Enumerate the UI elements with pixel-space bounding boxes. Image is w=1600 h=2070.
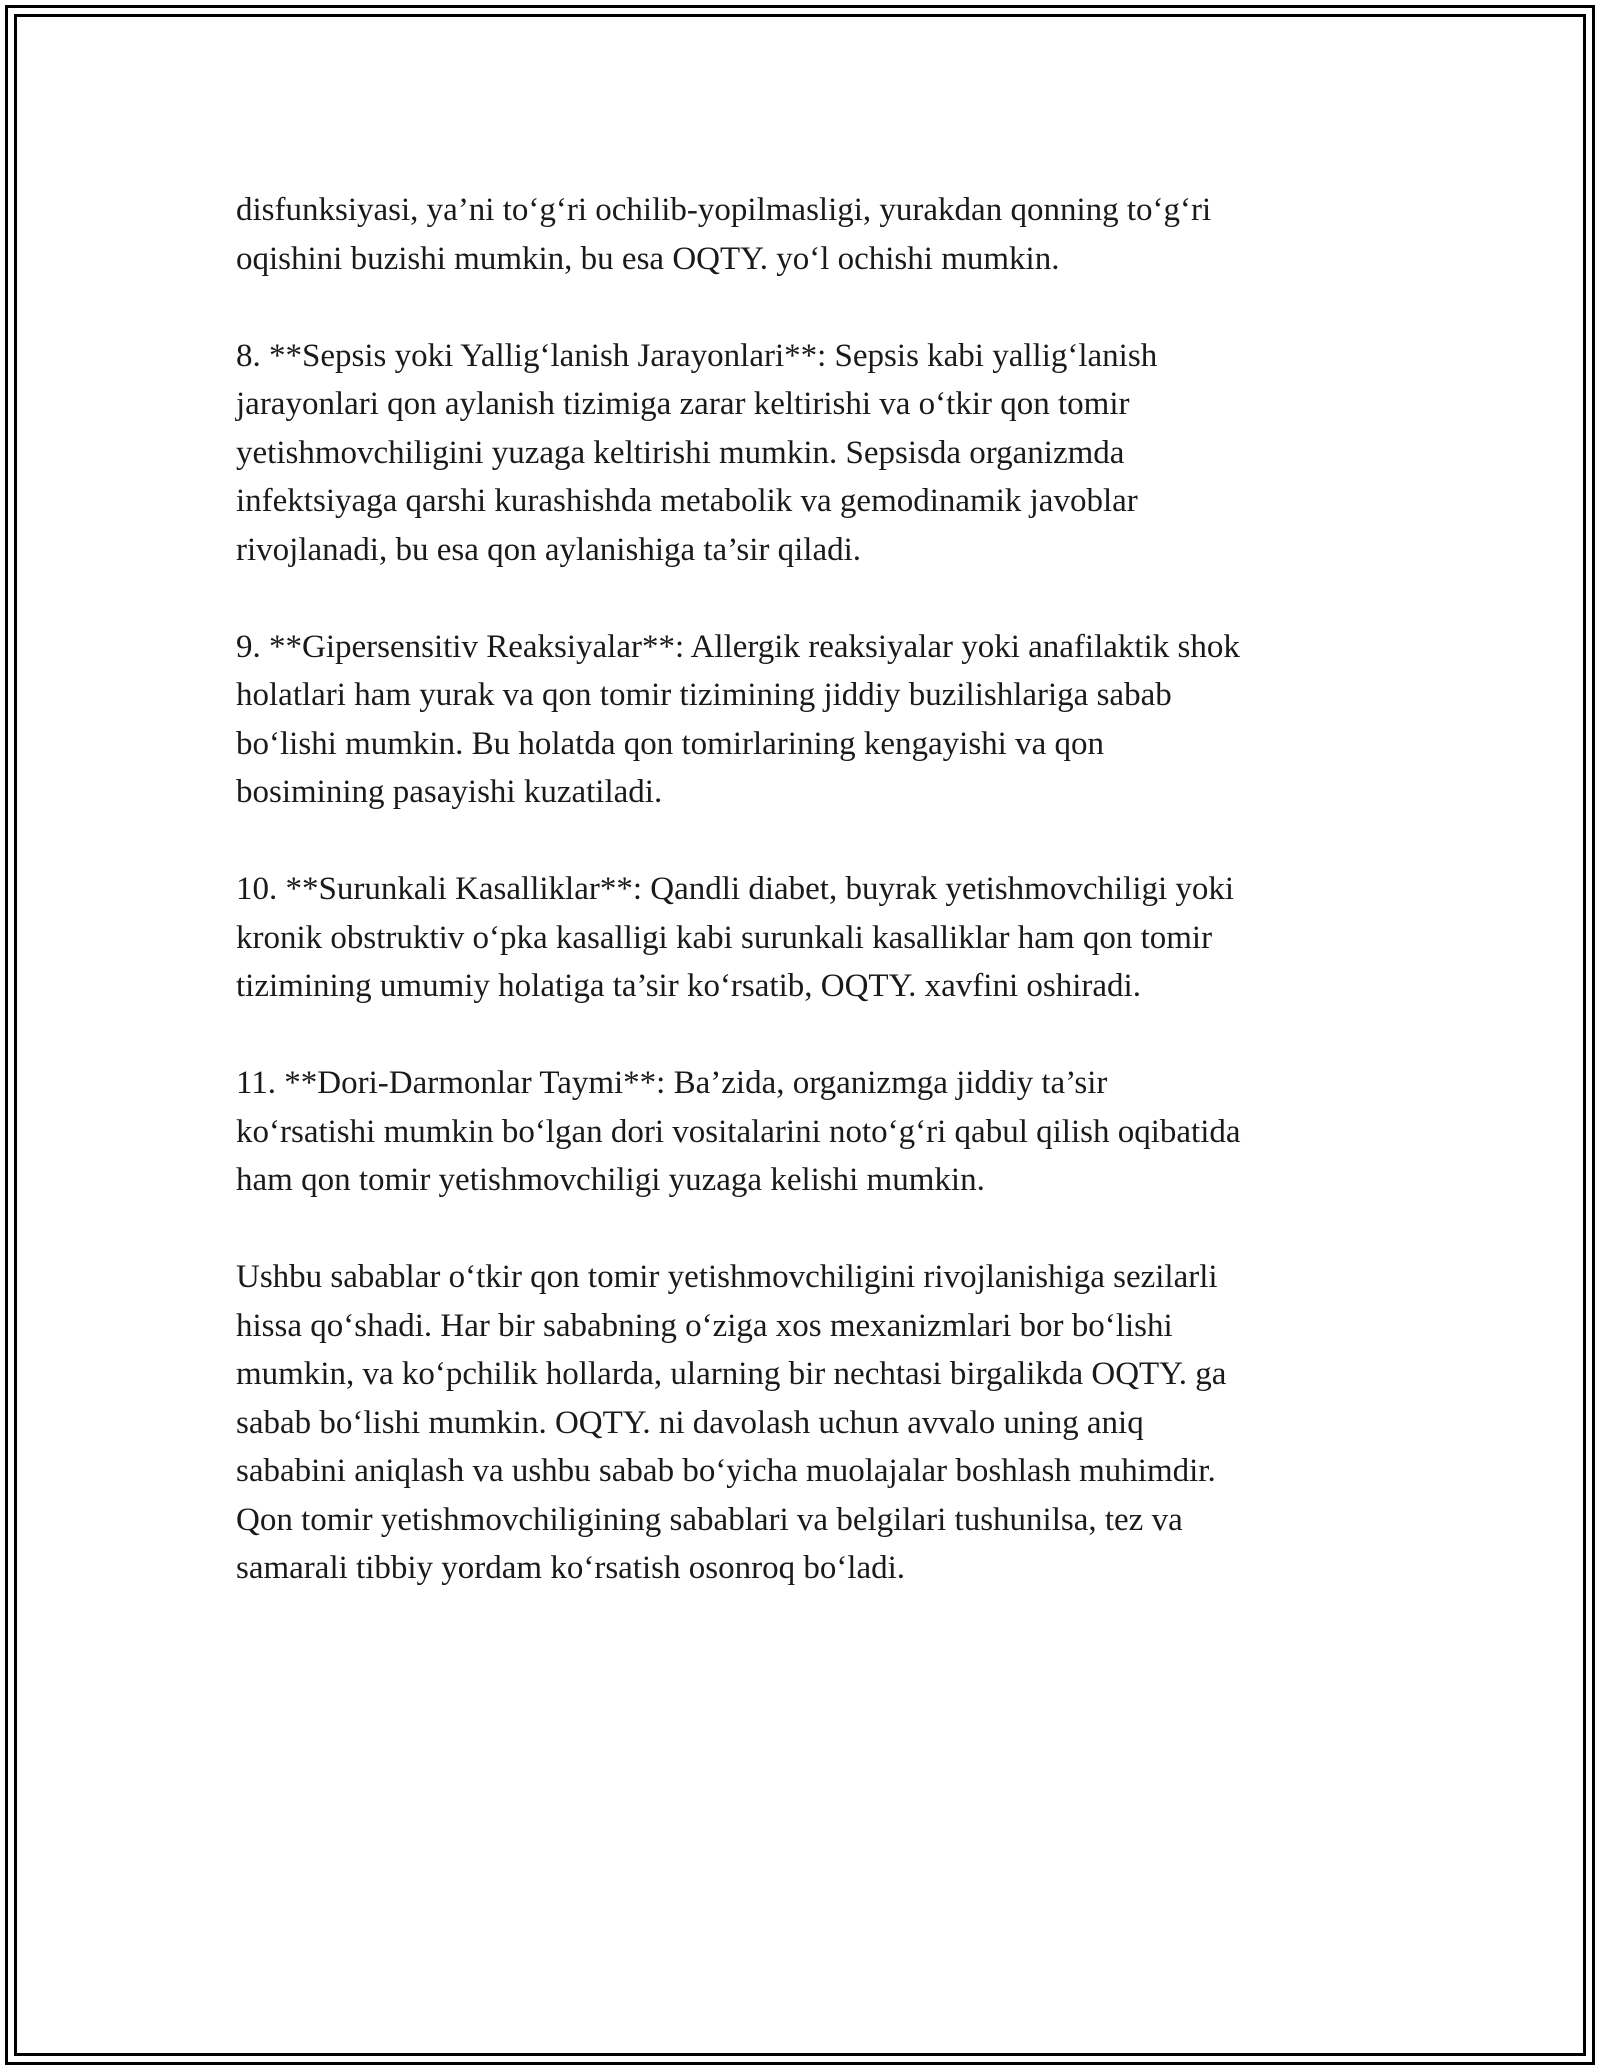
paragraph-valve-dysfunction-continued: disfunksiyasi, ya’ni to‘g‘ri ochilib-yopilmasligi, yurakdan qonning to‘g‘ri oqishini buzishi mumkin, bu esa OQTY. yo‘l ochishi mumkin. [236, 192, 1212, 277]
document-body [236, 186, 1366, 1641]
paragraph-conclusion: Ushbu sabablar o‘tkir qon tomir yetishmovchiligini rivojlanishiga sezilarli hissa qo‘shadi. Har bir sababning o‘ziga xos mexanizmlari bor bo‘lishi mumkin, va ko‘pchilik hollarda, ularning bir nechtasi birgalikda OQTY. ga sabab bo‘lishi mumkin. OQTY. ni davolash uchun avvalo uning aniq sababini aniqlash va ushbu sabab bo‘yicha muolajalar boshlash muhimdir. Qon tomir yetishmovchiligining sabablari va belgilari tushunilsa, tez va samarali tibbiy yordam ko‘rsatish osonroq bo‘ladi. [236, 1259, 1227, 1586]
paragraph-item-8-sepsis: 8. **Sepsis yoki Yallig‘lanish Jarayonlari**: Sepsis kabi yallig‘lanish jarayonlari qon aylanish tizimiga zarar keltirishi va o‘tkir qon tomir yetishmovchiligini yuzaga keltirishi mumkin. Sepsisda organizmda infektsiyaga qarshi kurashishda metabolik va gemodinamik javoblar rivojlanadi, bu esa qon aylanishiga ta’sir qiladi. [236, 337, 1158, 568]
paragraph-item-11-medications: 11. **Dori-Darmonlar Taymi**: Ba’zida, organizmga jiddiy ta’sir ko‘rsatishi mumkin bo‘lgan dori vositalarini noto‘g‘ri qabul qilish oqibatida ham qon tomir yetishmovchiligi yuzaga kelishi mumkin. [236, 1065, 1241, 1198]
paragraph-item-9-hypersensitivity: 9. **Gipersensitiv Reaksiyalar**: Allergik reaksiyalar yoki anafilaktik shok holatlari ham yurak va qon tomir tizimining jiddiy buzilishlariga sabab bo‘lishi mumkin. Bu holatda qon tomirlarining kengayishi va qon bosimining pasayishi kuzatiladi. [236, 628, 1240, 810]
paragraph-item-10-chronic-diseases: 10. **Surunkali Kasalliklar**: Qandli diabet, buyrak yetishmovchiligi yoki kronik obstruktiv o‘pka kasalligi kabi surunkali kasalliklar ham qon tomir tizimining umumiy holatiga ta’sir ko‘rsatib, OQTY. xavfini oshiradi. [236, 871, 1235, 1004]
